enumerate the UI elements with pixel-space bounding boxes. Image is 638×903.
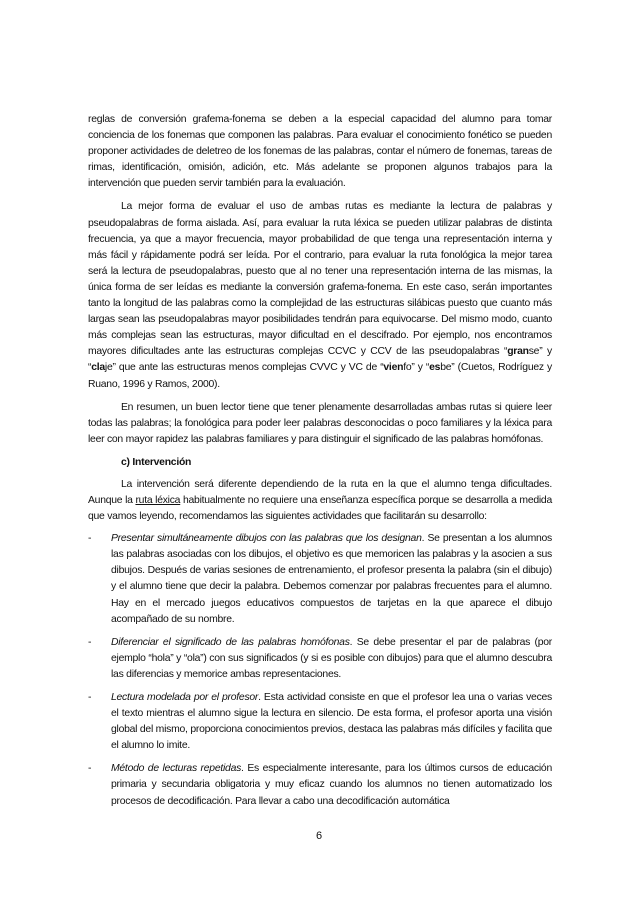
body-text [88,112,552,817]
paragraph-2-text: La mejor forma de evaluar el uso de ambas rutas es mediante la lectura de palabras y pseudopalabras de forma aislada. Así, para evaluar la ruta léxica se pueden utilizar palabras de distinta frecuencia, ya que a mayor frecuencia, mayor probabilidad de que tenga una representación interna y más fácil y rápidamente podrá ser leída. Por el contrario, para evaluar la ruta fonológica la mejor tarea será la lectura de pseudopalabras, puesto que al no tener una representación interna de las mismas, la única forma de ser leídas es mediante la conversión grafema-fonema. En este caso, serán importantes tanto la longitud de las palabras como la complejidad de las estructuras silábicas puesto que cuanto más largas sean las pseudopalabras mayor posibilidades tendrán para equivocarse. Del mismo modo, cuanto más complejas sean las estructuras, mayor dificultad en el descifrado. Por ejemplo, nos encontramos mayores dificultades ante las estructuras complejas CCVC y CCV de las pseudopalabras “ [88,201,552,358]
paragraph-1: reglas de conversión grafema-fonema se deben a la especial capacidad del alumno para tomar conciencia de los fonemas que componen las palabras. Para evaluar el conocimiento fonético se pueden proponer actividades de deletreo de los fonemas de las palabras, contar el número de fonemas, tareas de rimas, identificación, omisión, adición, etc. Más adelante se proponen algunos trabajos para la intervención que pueden servir también para la evaluación. [88,114,552,190]
list-item [88,635,552,683]
page-number: 6 [315,830,323,842]
list-dash: - [88,763,92,775]
paragraph-2-text: je” que ante las estructuras menos complejas CVVC y VC de “ [104,362,384,374]
list-item-text: . Se debe presentar el par de palabras (por ejemplo “hola” y “ola”) con sus significados (y si es posible con dibujos) para que el alumno descubra las diferencias y memorice ambas representaciones. [111,636,552,680]
activity-list [88,531,552,810]
list-dash: - [88,533,92,545]
paragraph-4-text: habitualmente no requiere una enseñanza específica porque se desarrolla a medida que vamos leyendo, recomendamos las siguientes actividades que facilitarán su desarrollo: [88,494,552,523]
list-dash: - [88,636,92,648]
underlined-term: ruta léxica [135,494,181,506]
paragraph-2-text: se” y “ [88,346,552,374]
list-item-title: Método de lecturas repetidas [111,763,242,775]
paragraph-2 [88,199,552,392]
paragraph-4 [88,477,552,525]
list-item-title: Diferenciar el significado de las palabras homófonas [111,636,350,648]
bold-word-vien: vien [383,362,404,374]
list-item-text: . Es especialmente interesante, para los últimos cursos de educación primaria y secundaria obligatoria y muy eficaz cuando los alumnos no tienen automatizado los procesos de decodificación. Para llevar a cabo una decodificación automática [111,763,552,807]
bold-word-cla: cla [91,362,105,374]
bold-word-gran: gran [507,346,529,358]
list-dash: - [88,692,92,703]
list-item-text: . Se presentan a los alumnos las palabras asociadas con los dibujos, el objetivo es que memoricen las palabras y la asocien a sus dibujos. Después de varias sesiones de entrenamiento, el profesor presenta la palabra (sin el dibujo) y el alumno tiene que decir la palabra. Debemos comenzar por palabras frecuentes para el alumno. Hay en el mercado juegos educativos compuestos de tarjetas en la que aparece el dibujo acompañado de su nombre. [111,533,552,625]
paragraph-3: En resumen, un buen lector tiene que tener plenamente desarrolladas ambas rutas si quiere leer todas las palabras; la fonológica para poder leer palabras desconocidas o poco familiares y la léxica para leer con mayor rapidez las palabras familiares y para distinguir el significado de las palabras homófonas. [88,401,552,445]
list-item [88,531,552,628]
list-item [88,690,552,754]
section-heading: c) Intervención [121,456,192,468]
paragraph-4-text: La intervención será diferente dependiendo de la ruta en la que el alumno tenga dificultades. Aunque la [88,478,552,506]
bold-word-es: es [429,362,441,374]
list-item-title: Presentar simultáneamente dibujos con las palabras que los designan [111,533,422,545]
paragraph-2-text: be” (Cuetos, Rodríguez y Ruano, 1996 y Ramos, 2000). [88,362,552,390]
paragraph-2-text: fo” y “ [403,362,430,374]
list-item-text: . Esta actividad consiste en que el profesor lea una o varias veces el texto mientras el alumno sigue la lectura en silencio. De esta forma, el profesor aporta una visión global del mismo, proporciona conocimientos previos, destaca las palabras más difíciles y facilita que el alumno lo imite. [111,692,552,752]
list-item [88,761,552,809]
list-item-title: Lectura modelada por el profesor [111,692,259,703]
